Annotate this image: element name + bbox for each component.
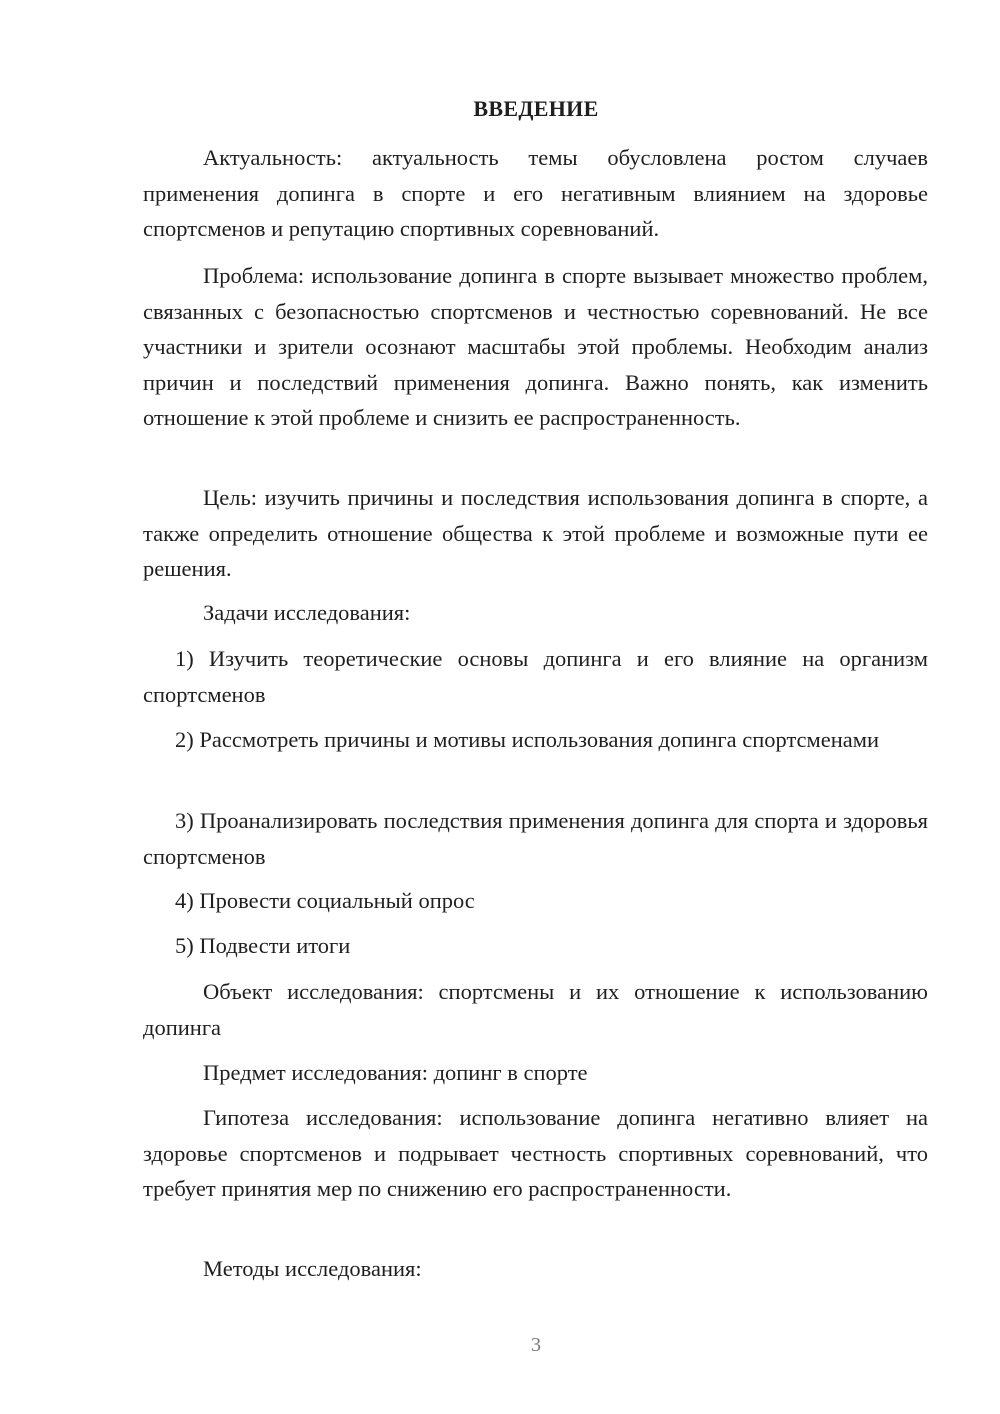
paragraph-relevance: Актуальность: актуальность темы обусловлена ростом случаев применения допинга в спорте и его негативным влиянием на здоровье спортсменов и репутацию спортивных соревнований. xyxy=(143,145,928,241)
task-item-2: 2) Рассмотреть причины и мотивы использования допинга спортсменами xyxy=(175,727,880,752)
task-item-3: 3) Проанализировать последствия применения допинга для спорта и здоровья спортсменов xyxy=(143,808,928,869)
task-item-4: 4) Провести социальный опрос xyxy=(175,888,475,913)
paragraph-subject: Предмет исследования: допинг в спорте xyxy=(203,1060,588,1085)
paragraph-goal: Цель: изучить причины и последствия использования допинга в спорте, а также определить отношение общества к этой проблеме и возможные пути ее решения. xyxy=(143,485,928,581)
page-number: 3 xyxy=(531,1334,541,1356)
paragraph-methods: Методы исследования: xyxy=(203,1256,422,1281)
task-item-1: 1) Изучить теоретические основы допинга и его влияние на организм спортсменов xyxy=(143,646,928,707)
tasks-heading: Задачи исследования: xyxy=(203,600,411,625)
paragraph-object: Объект исследования: спортсмены и их отношение к использованию допинга xyxy=(143,979,928,1040)
paragraph-hypothesis: Гипотеза исследования: использование допинга негативно влияет на здоровье спортсменов и подрывает честность спортивных соревнований, что требует принятия мер по снижению его распространенности. xyxy=(143,1105,928,1201)
section-title: ВВЕДЕНИЕ xyxy=(473,96,599,121)
task-item-5: 5) Подвести итоги xyxy=(175,933,351,958)
paragraph-problem: Проблема: использование допинга в спорте вызывает множество проблем, связанных с безопасностью спортсменов и честностью соревнований. Не все участники и зрители осознают масштабы этой проблемы. Необходим анализ причин и последствий применения допинга. Важно понять, как изменить отношение к этой проблеме и снизить ее распространенность. xyxy=(143,263,928,430)
